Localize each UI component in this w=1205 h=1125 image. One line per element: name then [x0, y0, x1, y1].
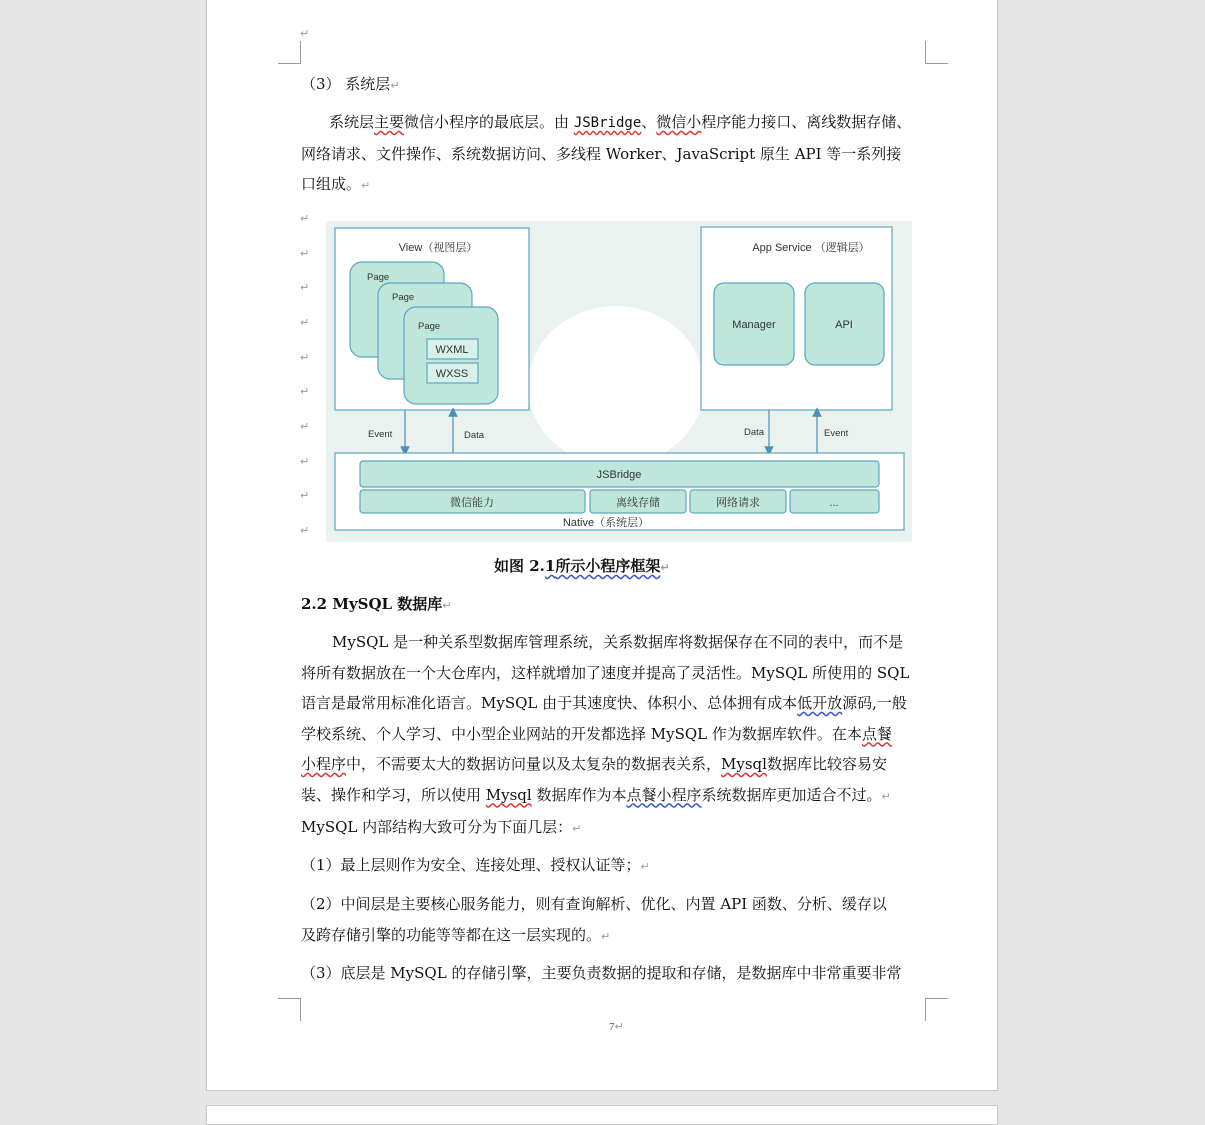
network-request-label: 网络请求: [716, 497, 760, 509]
crop-mark-bottom-left: [278, 998, 301, 1021]
paragraph-mark: ↵: [300, 247, 310, 260]
paragraph-mark: ↵: [300, 489, 310, 502]
crop-mark-bottom-right: [925, 998, 948, 1021]
para1-line1: 系统层主要微信小程序的最底层。由 JSBridge、微信小程序能力接口、离线数据存储、: [329, 113, 912, 131]
page-card-3-label: Page: [418, 321, 441, 332]
paragraph-mark: ↵: [300, 27, 310, 40]
para2-line1: MySQL 是一种关系型数据库管理系统，关系数据库将数据保存在不同的表中，而不是: [332, 633, 904, 651]
page-number: 7↵: [609, 1020, 624, 1033]
paragraph-mark: ↵: [300, 212, 310, 225]
more-label: ...: [829, 497, 839, 509]
native-layer-title: Native（系统层）: [562, 517, 650, 529]
manager-label: Manager: [732, 319, 776, 331]
paragraph-mark: ↵: [300, 524, 310, 537]
wxss-label: WXSS: [435, 368, 469, 380]
paragraph-mark: ↵: [300, 385, 310, 398]
data-label-left: Data: [464, 430, 485, 441]
para2-line2: 将所有数据放在一个大仓库内，这样就增加了速度并提高了灵活性。MySQL 所使用的 SQL: [301, 663, 910, 682]
paragraph-mark: ↵: [300, 455, 310, 468]
heading-system-layer: （3） 系统层↵: [301, 75, 400, 93]
paragraph-mark: ↵: [300, 316, 310, 329]
app-service-title: App Service （逻辑层）: [752, 242, 870, 254]
paragraph-mysql: [301, 627, 909, 845]
list-item-3: （3）底层是 MySQL 的存储引擎，主要负责数据的提取和存储，是数据库中非常重要非常: [301, 964, 902, 982]
para2-line3: 语言是最常用标准化语言。MySQL 由于其速度快、体积小、总体拥有成本低开放源码,一般: [301, 694, 907, 712]
next-document-page: [206, 1105, 998, 1125]
para1-line3: 口组成。↵: [301, 175, 371, 193]
para2-line4: 学校系统、个人学习、中小型企业网站的开发都选择 MySQL 作为数据库软件。在本点餐: [301, 724, 892, 743]
jsbridge-label: JSBridge: [596, 469, 642, 481]
view-layer-title: View（视图层）: [398, 242, 478, 254]
list-item-1: （1）最上层则作为安全、连接处理、授权认证等；↵: [301, 856, 650, 874]
figure-caption: 如图 2.1所示小程序框架↵: [494, 557, 670, 575]
para2-line6: 装、操作和学习，所以使用 Mysql 数据库作为本点餐小程序系统数据库更加适合不过。↵: [301, 785, 891, 804]
page-card-1-label: Page: [367, 272, 390, 283]
para1-line2: 网络请求、文件操作、系统数据访问、多线程 Worker、JavaScript 原生 API 等一系列接: [301, 144, 902, 163]
api-label: API: [835, 319, 853, 331]
event-label-right: Event: [824, 428, 849, 439]
background-circle: [528, 306, 704, 466]
paragraph-mark: ↵: [300, 281, 310, 294]
section-heading-mysql: 2.2 MySQL 数据库↵: [301, 595, 452, 613]
page-card-2-label: Page: [392, 292, 415, 303]
list-item-2: （2）中间层是主要核心服务能力，则有查询解析、优化、内置 API 函数、分析、缓存以 及跨存储引擎的功能等等都在这一层实现的。↵: [301, 895, 887, 944]
paragraph-mark: ↵: [300, 351, 310, 364]
offline-storage-label: 离线存储: [616, 497, 660, 509]
wxml-label: WXML: [435, 344, 469, 356]
crop-mark-top-left: [278, 41, 301, 64]
paragraph-system-layer: [301, 107, 925, 202]
event-label-left: Event: [368, 429, 393, 440]
para2-line5: 小程序中，不需要太大的数据访问量以及太复杂的数据表关系，Mysql数据库比较容易安: [301, 755, 887, 773]
para2-line7: MySQL 内部结构大致可分为下面几层：↵: [301, 818, 582, 836]
data-label-right: Data: [744, 427, 765, 438]
wechat-capability-label: 微信能力: [450, 497, 494, 509]
framework-diagram: [326, 221, 912, 542]
crop-mark-top-right: [925, 41, 948, 64]
paragraph-mark: ↵: [300, 420, 310, 433]
